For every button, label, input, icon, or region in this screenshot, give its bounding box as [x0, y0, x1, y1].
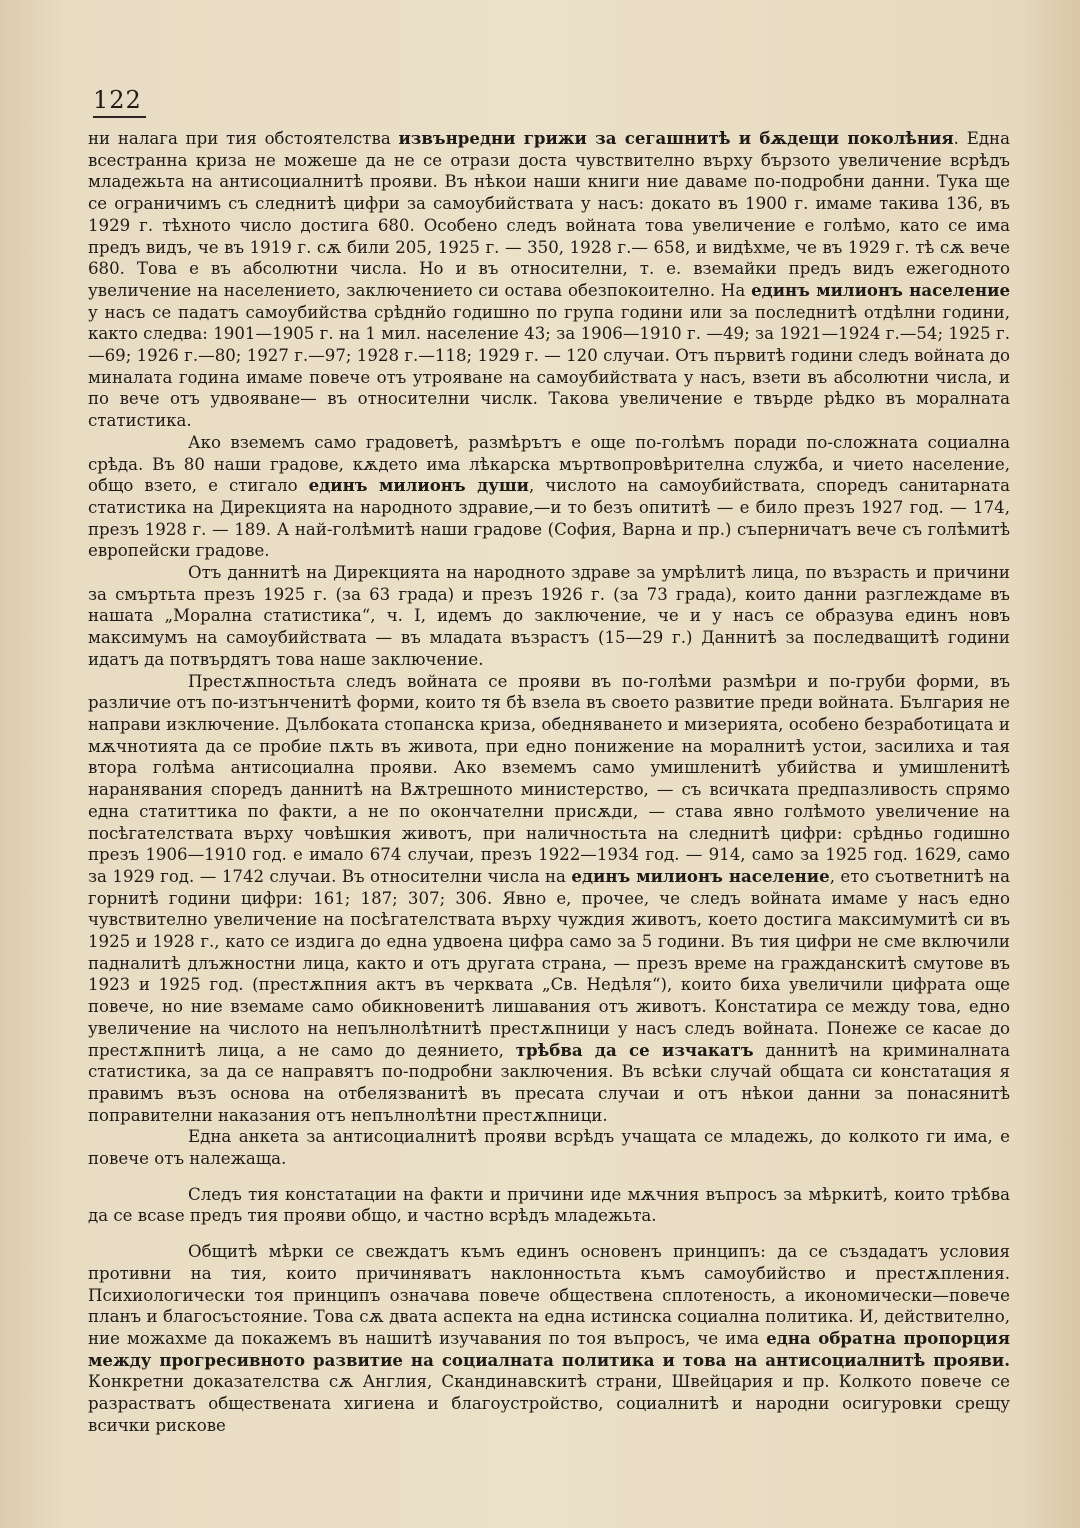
text-run: . Една всестранна криза не можеше да не се отрази доста чувствително върху бързото увеличение всрѣдъ младежьта на антисоциалнитѣ прояви. Въ нѣкои наши книги ние даваме по-подробни данни. Тука ще се ограничимъ съ следнитѣ цифри за самоубийствата у насъ: докато въ 1900 г. имаме такива 136, въ 1929 г. тѣхното число достига 680. Особено следъ войната това увеличение е голѣмо, като се има предъ видъ, че въ 1919 г. сѫ били 205, 1925 г. — 350, 1928 г.— 658, и видѣхме, че въ 1929 г. тѣ сѫ вече 680. Това е въ абсолютни числа. Но и въ относителни, т. е. вземайки предъ видъ ежегодното увеличение на населението, заключението си остава обезпокоително. На: [88, 129, 1010, 300]
bold-text-run: извънредни грижи за сегашнитѣ и бѫдещи поколѣния: [398, 128, 954, 148]
body-text: [88, 128, 1010, 1436]
text-run: Една анкета за антисоциалнитѣ прояви всрѣдъ учащата се младежь, до колкото ги има, е повече отъ належаща.: [88, 1127, 1010, 1169]
paragraph: [88, 1184, 1010, 1227]
text-run: ни налага при тия обстоятелства: [88, 129, 399, 148]
text-run: Следъ тия констатации на факти и причини иде мѫчния въпросъ за мѣркитѣ, които трѣбва да се вcase предъ тия прояви общо, и частно всрѣдъ младежьта.: [88, 1184, 1010, 1226]
paragraph: [88, 1126, 1010, 1169]
text-run: Общитѣ мѣрки се свеждатъ къмъ единъ основенъ принципъ: да се създадатъ условия противни на тия, които причиняватъ наклонностьта къмъ самоубийство и престѫпления. Психиологически тоя принципъ означава повече обществена сплотеность, а икономически—повече планъ и благосъстояние. Това сѫ двата аспекта на една истинска социална политика. И, действително, ние можахме да покажемъ въ нашитѣ изучавания по тоя въпросъ, че има: [88, 1242, 1010, 1348]
page-number: 122: [93, 86, 146, 118]
paragraph: [88, 432, 1010, 562]
bold-text-run: единъ милионъ население: [571, 865, 830, 886]
bold-text-run: единъ милионъ население: [751, 279, 1011, 300]
text-run: даннитѣ на криминалната статистика, за да се направятъ по-подробни заключения. Въ всѣки случай общата си констатация я правимъ възъ основа на отбелязванитѣ въ пресата случаи и отъ нѣкои данни за понасянитѣ поправителни наказания отъ непълнолѣтни престѫпници.: [88, 1040, 1010, 1125]
text-run: Ако вземемъ само градоветѣ, размѣрътъ е още по-голѣмъ поради по-сложната социална срѣда. Въ 80 наши градове, кѫдето има лѣкарска мъртвопровѣрителна служба, и чиeто население, общо взето, е стигало: [88, 432, 1010, 496]
text-run: у насъ се падатъ самоубийства срѣднйо годишно по група години или за последнитѣ отдѣлни години, както следва: 1901—1905 г. на 1 мил. население 43; за 1906—1910 г. —49; за 1921—1924 г.—54; 1925 г.—69; 1926 г.—80; 1927 г.—97; 1928 г.—118; 1929 г. — 120 случаи. Отъ първитѣ години следъ войната до миналата година имаме повече отъ утрояване на самоубийствата у насъ, взети въ абсолютни числа, и по вече отъ удвояване— въ относителни числк. Такова увеличение е твърде рѣдко въ моралната статистика.: [88, 302, 1010, 431]
text-run: Конкретни доказателства сѫ Англия, Скандинавскитѣ страни, Швейцария и пр. Колкото повече се разрастватъ обществената хигиена и благоустройство, социалнитѣ и народни осигуровки срещу всички рискове: [88, 1372, 1010, 1435]
paragraph: [88, 562, 1010, 671]
text-run: Престѫпностьта следъ войната се прояви въ по-голѣми размѣри и по-груби форми, въ различие отъ по-изтънченитѣ форми, които тя бѣ взела въ своето развитие преди войната. България не направи изключение. Дълбоката стопанска криза, обедняването и мизерията, особено безработицата и мѫчнотията да се пробие пѫть въ живота, при едно понижение на моралнитѣ устои, засилиха и тая втора голѣма антисоциална прояви. Ако вземемъ само умишленитѣ убийства и умишленитѣ наранявания споредъ даннитѣ на Вѫтрешното министерство, — съ всичката предпазливость спрямо една статиттика по факти, а не по окончателни присѫди, — става явно голѣмото увеличение на посѣгателствата върху човѣшкия животъ, при наличностьта на следнитѣ цифри: срѣдньо годишно презъ 1906—1910 год. е имало 674 случаи, презъ 1922—1934 год. — 914, само за 1925 год. 1629, само за 1929 год. — 1742 случаи. Въ относителни числа на: [88, 671, 1010, 886]
bold-text-run: трѣбва да се изчакатъ: [515, 1039, 754, 1060]
paragraph: [88, 128, 1010, 432]
text-run: Отъ даннитѣ на Дирекцията на народното здраве за умрѣлитѣ лица, по възрасть и причини за смъртьта презъ 1925 г. (за 63 града) и презъ 1926 г. (за 73 града), които данни разглеждаме въ нашата „Морална статистика“, ч. I, идемъ до заключение, че и у насъ се образува единъ новъ максимумъ на самоубийствата — въ младата възрастъ (15—29 г.) Даннитѣ за последващитѣ години идатъ да потвърдятъ това наше заключение.: [88, 563, 1010, 669]
text-run: , ето съответнитѣ на горнитѣ години цифри: 161; 187; 307; 306. Явно е, прочее, че следъ войната имаме у насъ едно чувствително увеличение на посѣгателствата върху чуждия животъ, което достига максимумитѣ си въ 1925 и 1928 г., като се издига до една удвоена цифра само за 5 години. Въ тия цифри не сме включили падналитѣ длъжностни лица, както и отъ другата страна, — презъ време на гражданскитѣ смутове въ 1923 и 1925 год. (престѫпния актъ въ черквата „Св. Недѣля“), които биха увеличили цифрата още повече, но ние вземаме само обикновенитѣ лишавания отъ животъ. Констатира се между това, едно увеличение на числото на непълнолѣтнитѣ престѫпници у насъ следъ войната. Понеже се касае до престѫпнитѣ лица, а не само до деянието,: [88, 866, 1010, 1060]
bold-text-run: единъ милионъ души: [308, 475, 529, 496]
bold-text-run: една обратна пропорция между прогресивното развитие на социалната политика и това на антисоциалнитѣ прояви.: [88, 1327, 1010, 1370]
paragraph: [88, 1241, 1010, 1436]
paragraph: [88, 671, 1010, 1127]
text-run: , числото на самоубийствата, споредъ санитарната статистика на Дирекцията на народното здравие,—и то безъ опититѣ — е било презъ 1927 год. — 174, презъ 1928 г. — 189. А най-голѣмитѣ наши градове (София, Варна и пр.) съперничатъ вече съ голѣмитѣ европейски градове.: [88, 476, 1010, 561]
